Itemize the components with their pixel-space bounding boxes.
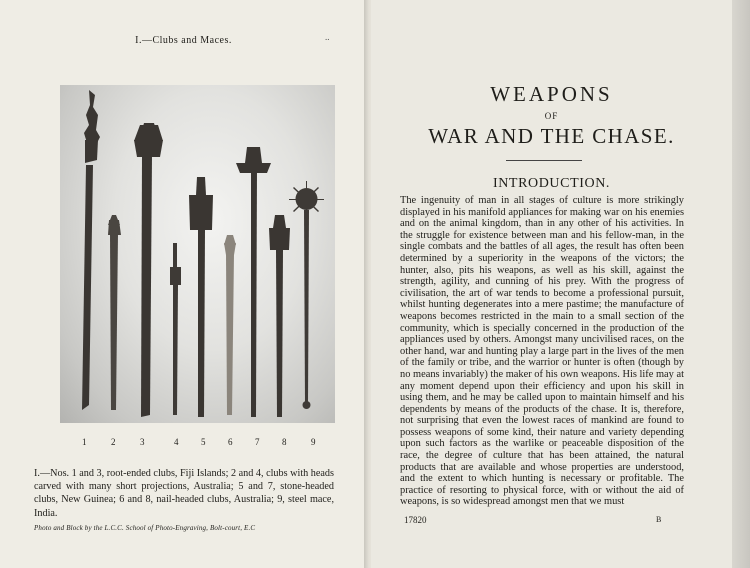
- book-title-line-2: WAR AND THE CHASE.: [428, 124, 675, 148]
- introduction-paragraph: The ingenuity of man in all stages of culture is more strikingly displayed in his manifold appliances for making war on his enemies and on the animal kingdom, than in any other of his activities. In the struggle for existence between man and his fellow-man, in the single combats and the battles of all ages, the result has often been determined by a superiority in the weapons of the victors; the hunter, also, pits his weapons, as well as his skill, against the strength, agility, and cunning of his prey. With the progress of civilisation, the art of war tends to become a professional pursuit, whilst hunting degenerates into a mere pastime; the manufacture of weapons becomes restricted in the main to a small section of the community, which is specially concerned in the production of the appliances used by others. Amongst many uncivilised races, on the other hand, war and hunting play a large part in the lives of the men of the family or tribe, and the warrior or hunter is often (though by no means invariably) the maker of his own weapons. His life may at any moment depend upon their efficiency and upon his skill in using them, and he may be called upon to maintain himself and his dependents by means of the products of the chase. It is, therefore, not surprising that even the lowest races of mankind are found to possess weapons of some kind, their nature and variety depending upon such factors as the warlike or peaceable disposition of the race, the degree of culture that has been attained, the natural products that are available and whose properties are understood, and the extent to which hunting is necessary or profitable. The practice of resorting to physical force, with or without the aid of weapons, is so widespread amongst men that we must: [400, 195, 684, 508]
- figure-numbers: [0, 437, 367, 449]
- title-rule: [506, 160, 582, 161]
- figure-number: 3: [140, 437, 145, 447]
- figure-number: 4: [174, 437, 179, 447]
- plate-mark: ..: [325, 32, 330, 42]
- figure-number: 7: [255, 437, 260, 447]
- weapon-1-club: [82, 90, 100, 410]
- figure-number: 2: [111, 437, 116, 447]
- weapon-2-club: [108, 215, 121, 410]
- photo-credit: Photo and Block by the L.C.C. School of Photo-Engraving, Bolt-court, E.C: [34, 524, 256, 532]
- weapons-photograph: [60, 85, 335, 423]
- book-edge: [732, 0, 750, 568]
- plate-header: I.—Clubs and Maces.: [135, 35, 232, 46]
- weapon-9-mace: [289, 181, 324, 409]
- signature-mark: B: [656, 515, 662, 524]
- weapons-illustration: [60, 85, 335, 423]
- printer-folio: 17820: [404, 515, 427, 525]
- figure-number: 6: [228, 437, 233, 447]
- weapon-4-club: [170, 243, 181, 415]
- weapon-8-club: [269, 215, 290, 417]
- figure-number: 9: [311, 437, 316, 447]
- left-page: [0, 0, 367, 568]
- book-title-of: OF: [544, 111, 559, 121]
- figure-number: 5: [201, 437, 206, 447]
- book-title-line-1: WEAPONS: [490, 82, 613, 106]
- weapon-3-club: [134, 123, 163, 417]
- figure-caption: I.—Nos. 1 and 3, root-ended clubs, Fiji Islands; 2 and 4, clubs with heads carved with many short projections, Australia; 5 and 7, stone-headed clubs, New Guinea; 6 and 8, nail-headed clubs, Australia; 9, steel mace, India.: [34, 468, 334, 519]
- figure-number: 1: [82, 437, 87, 447]
- weapon-6-club: [224, 235, 236, 415]
- figure-number: 8: [282, 437, 287, 447]
- section-heading: INTRODUCTION.: [492, 176, 611, 191]
- weapon-7-club: [236, 147, 271, 417]
- weapon-5-club: [189, 177, 213, 417]
- introduction-body: [400, 195, 684, 508]
